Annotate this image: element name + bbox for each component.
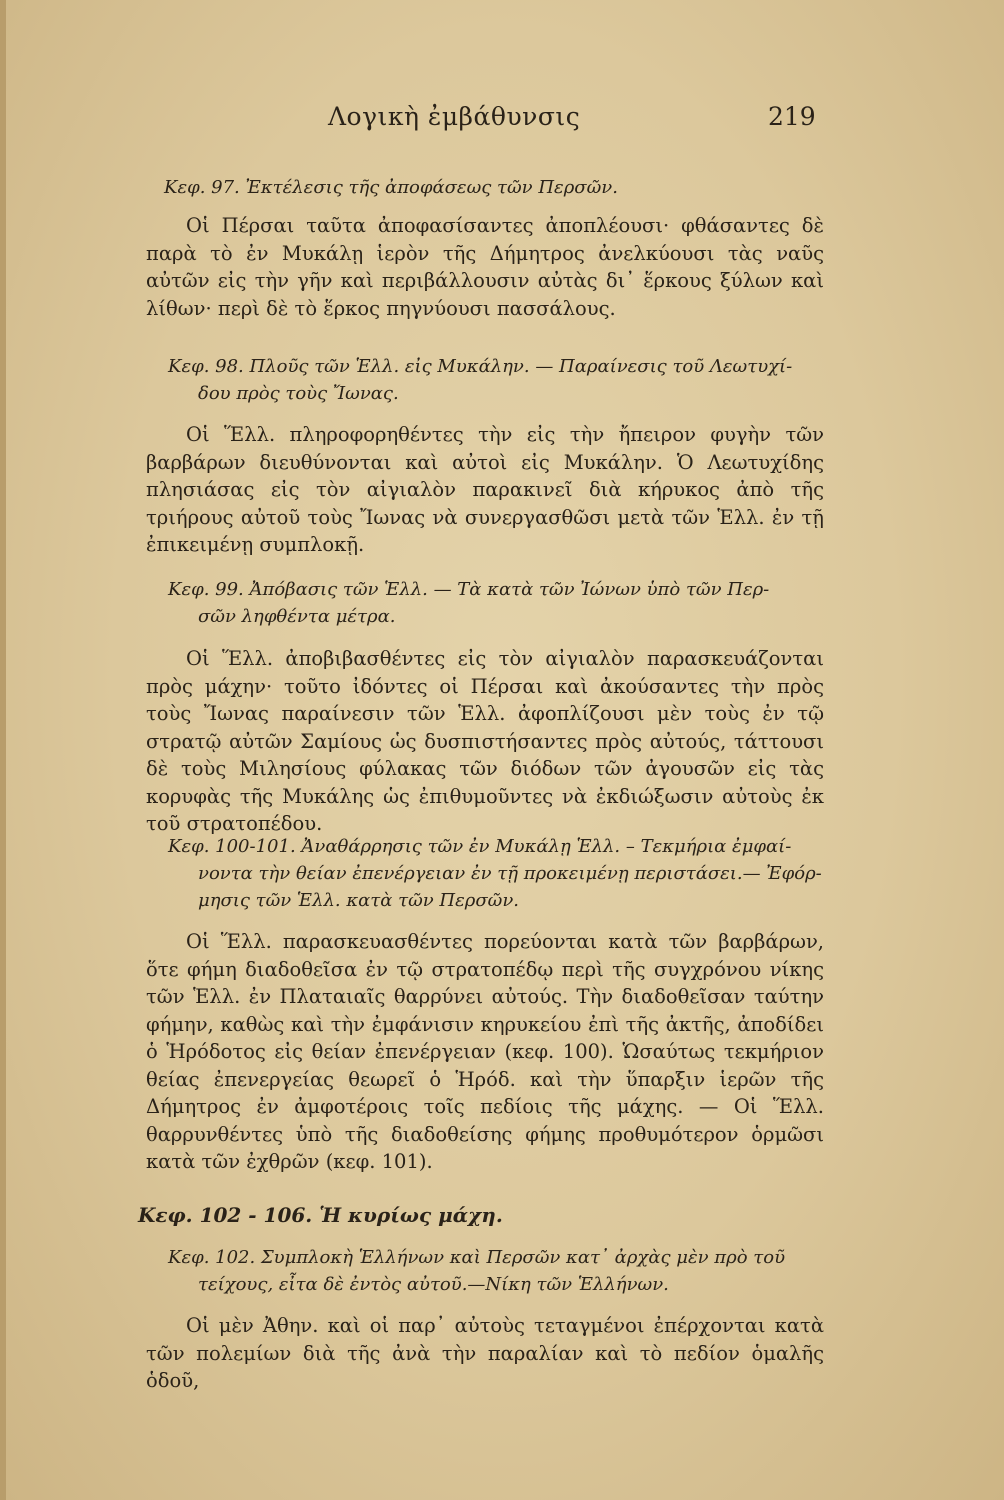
summary-line: Κεφ. 97. Ἐκτέλεσις τῆς ἀποφάσεως τῶν Περσῶν. — [164, 177, 618, 198]
summary-line: τείχους, εἶτα δὲ ἐντὸς αὐτοῦ.—Νίκη τῶν Ἑλλήνων. — [198, 1274, 669, 1295]
chapter-summary-100 — [168, 833, 823, 914]
page-number: 219 — [768, 102, 816, 131]
summary-line: μησις τῶν Ἑλλ. κατὰ τῶν Περσῶν. — [198, 890, 519, 911]
paragraph-99 — [146, 645, 824, 838]
summary-line: Κεφ. 98. Πλοῦς τῶν Ἑλλ. εἰς Μυκάλην. — Παραίνεσις τοῦ Λεωτυχί- — [168, 356, 793, 377]
section-heading: Κεφ. 102 - 106. Ἡ κυρίως μάχη. — [138, 1203, 503, 1227]
paragraph-102 — [146, 1312, 824, 1395]
chapter-summary-98 — [168, 353, 818, 407]
paragraph-text: Οἱ μὲν Ἀθην. καὶ οἱ παρ᾿ αὐτοὺς τεταγμένοι ἐπέρχονται κατὰ τῶν πολεμίων διὰ τῆς ἀνὰ τὴν παραλίαν καὶ τὸ πεδίον ὁμαλῆς ὁδοῦ, — [146, 1314, 824, 1392]
summary-line: νοντα τὴν θείαν ἐπενέργειαν ἐν τῇ προκειμένῃ περιστάσει.— Ἐφόρ- — [198, 863, 822, 884]
paragraph-text: Οἱ Ἕλλ. πληροφορηθέντες τὴν εἰς τὴν ἤπειρον φυγὴν τῶν βαρβάρων διευθύνονται καὶ αὐτοὶ εἰς Μυκάλην. Ὁ Λεωτυχίδης πλησιάσας εἰς τὸν αἰγιαλὸν παρακινεῖ διὰ κήρυκος ἀπὸ τῆς τριήρους αὐτοῦ τοὺς Ἴωνας νὰ συνεργασθῶσι μετὰ τῶν Ἑλλ. ἐν τῇ ἐπικειμένῃ συμπλοκῇ. — [146, 423, 824, 556]
summary-line: δου πρὸς τοὺς Ἴωνας. — [198, 383, 399, 404]
summary-line: σῶν ληφθέντα μέτρα. — [198, 606, 396, 627]
chapter-summary-99 — [168, 576, 818, 630]
running-header — [6, 102, 1004, 142]
paragraph-98 — [146, 421, 824, 559]
summary-line: Κεφ. 99. Ἀπόβασις τῶν Ἑλλ. — Τὰ κατὰ τῶν Ἰώνων ὑπὸ τῶν Περ- — [168, 579, 770, 600]
running-title: Λογικὴ ἐμβάθυνσις — [328, 102, 581, 131]
paragraph-text: Οἱ Ἕλλ. ἀποβιβασθέντες εἰς τὸν αἰγιαλὸν παρασκευάζονται πρὸς μάχην· τοῦτο ἰδόντες οἱ Πέρσαι καὶ ἀκούσαντες τὴν πρὸς τοὺς Ἴωνας παραίνεσιν τῶν Ἑλλ. ἀφοπλίζουσι μὲν τοὺς ἐν τῷ στρατῷ αὐτῶν Σαμίους ὡς δυσπιστήσαντες πρὸς αὐτούς, τάττουσι δὲ τοὺς Μιλησίους φύλακας τῶν διόδων τῶν ἀγουσῶν εἰς τὰς κορυφὰς τῆς Μυκάλης ὡς ἐπιθυμοῦντες νὰ ἐκδιώξωσιν αὐτοὺς ἐκ τοῦ στρατοπέδου. — [146, 647, 824, 835]
summary-line: Κεφ. 102. Συμπλοκὴ Ἑλλήνων καὶ Περσῶν κατ᾿ ἀρχὰς μὲν πρὸ τοῦ — [168, 1247, 786, 1268]
chapter-summary-102 — [168, 1244, 823, 1298]
paragraph-100 — [146, 928, 824, 1176]
summary-line: Κεφ. 100-101. Ἀναθάρρησις τῶν ἐν Μυκάλῃ Ἑλλ. – Τεκμήρια ἐμφαί- — [168, 836, 792, 857]
paragraph-97 — [146, 212, 824, 322]
chapter-summary-97 — [164, 174, 784, 201]
paragraph-text: Οἱ Ἕλλ. παρασκευασθέντες πορεύονται κατὰ τῶν βαρβάρων, ὅτε φήμη διαδοθεῖσα ἐν τῷ στρατοπέδῳ περὶ τῆς συγχρόνου νίκης τῶν Ἑλλ. ἐν Πλαταιαῖς θαρρύνει αὐτούς. Τὴν διαδοθεῖσαν ταύτην φήμην, καθὼς καὶ τὴν ἐμφάνισιν κηρυκείου ἐπὶ τῆς ἀκτῆς, ἀποδίδει ὁ Ἡρόδοτος εἰς θείαν ἐπενέργειαν (κεφ. 100). Ὡσαύτως τεκμήριον θείας ἐπενεργείας θεωρεῖ ὁ Ἡρόδ. καὶ τὴν ὕπαρξιν ἱερῶν τῆς Δήμητρος ἐν ἀμφοτέροις τοῖς πεδίοις τῆς μάχης. — Οἱ Ἕλλ. θαρρυνθέντες ὑπὸ τῆς διαδοθείσης φήμης προθυμότερον ὁρμῶσι κατὰ τῶν ἐχθρῶν (κεφ. 101). — [146, 930, 824, 1173]
paragraph-text: Οἱ Πέρσαι ταῦτα ἀποφασίσαντες ἀποπλέουσι· φθάσαντες δὲ παρὰ τὸ ἐν Μυκάλῃ ἱερὸν τῆς Δήμητρος ἀνελκύουσι τὰς ναῦς αὐτῶν εἰς τὴν γῆν καὶ περιβάλλουσιν αὐτὰς δι᾿ ἕρκους ξύλων καὶ λίθων· περὶ δὲ τὸ ἕρκος πηγνύουσι πασσάλους. — [146, 214, 824, 320]
